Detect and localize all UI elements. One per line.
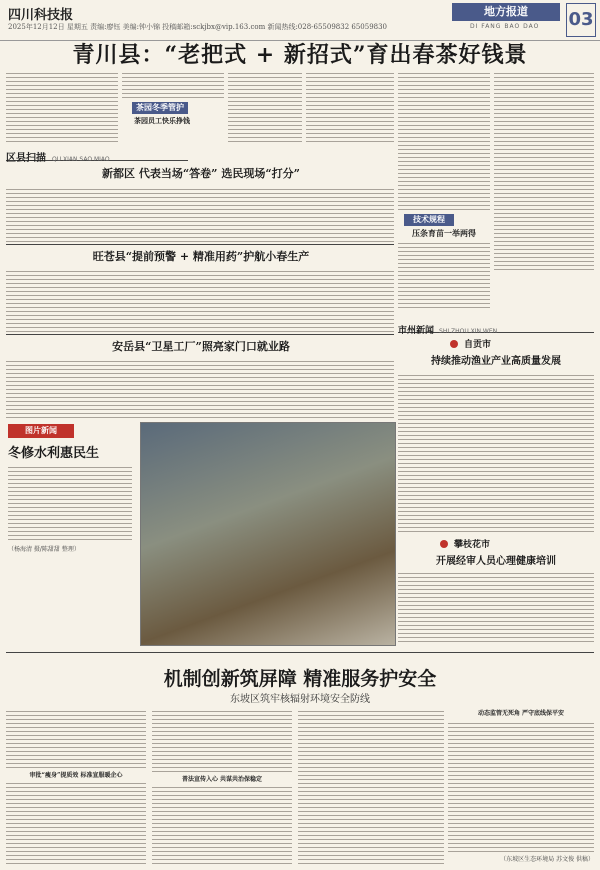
lead-headline: 青川县：“老把式 + 新招式”育出春茶好钱景 [72,42,528,68]
footer-headline: 机制创新筑屏障 精准服务护安全 [163,668,437,690]
tech-box-title: 压条育苗一举两得 [412,228,476,238]
article-1-headline: 新都区 代表当场“答卷” 选民现场“打分” [102,167,300,180]
city-column-pinyin: SHI ZHOU XIN WEN [439,328,498,335]
footer-side-head-1: 审批“瘦身”提质效 标准宣服暖企心 [29,772,123,779]
footer-side-head-2: 普法宣传入心 共谋共治保稳定 [181,776,263,783]
divider [6,334,394,335]
lead-text-col-6 [494,70,594,270]
photo-news-credit: （杨海清 摄/陈甜甜 整理） [8,546,80,553]
photo-news-image [140,422,396,646]
lead-text-col-4 [306,70,394,142]
footer-text-col-2 [152,708,292,772]
tech-box-text [398,240,490,310]
city-headline-2: 开展经审人员心理健康培训 [436,556,556,567]
lead-subhead: 茶园冬季管护 [132,102,188,114]
publication-info: 2025年12月12日 星期五 责编:廖钰 美编:钟小锦 投稿邮箱:sckjbx@vip.163.com 新闻热线:028-65509832 65059830 [8,23,388,31]
footer-text-col-4 [448,720,594,852]
city-text-2 [398,570,594,642]
bullet-icon [450,340,458,348]
city-text-1 [398,372,594,532]
city-name-1: 自贡市 [464,340,492,350]
lead-subhead-caption: 茶园员工快乐挣钱 [134,116,190,125]
tech-box-label: 技术规程 [404,214,454,226]
bullet-icon [440,540,448,548]
footer-text-col-1 [6,708,146,768]
city-column-name: 市州新闻 [398,326,435,336]
city-name-2: 攀枝花市 [454,540,491,550]
lead-text-col-2 [122,70,224,100]
column-name: 区县扫描 [6,153,46,164]
article-3-headline: 安岳县“卫星工厂”照亮家门口就业路 [112,340,290,353]
divider [6,244,394,245]
footer-text-col-3 [298,708,444,864]
footer-credit: （东坡区生态环境局 苏文俊 供稿） [500,856,594,863]
article-1-text [6,186,394,242]
divider [6,652,594,653]
article-2-headline: 旺苍县“提前预警 + 精准用药”护航小春生产 [92,250,310,263]
article-3-text [6,358,394,418]
section-tag: 地方报道 [452,3,560,21]
article-2-text [6,268,394,332]
column-pinyin: QU XIAN SAO MIAO [52,156,110,163]
city-headline-1: 持续推动渔业产业高质量发展 [431,356,561,367]
photo-news-caption-text [8,464,132,542]
lead-text-col-5 [398,70,490,210]
column-bar-county-scan [6,146,188,164]
footer-subheadline: 东坡区筑牢核辐射环境安全防线 [230,694,370,705]
page-number: 03 [566,3,596,37]
paper-name: 四川科技报 [8,8,74,23]
lead-text-col-3 [228,70,302,142]
photo-news-title: 冬修水利惠民生 [8,446,100,461]
footer-text-col-1b [6,780,146,864]
footer-text-col-2b [152,784,292,864]
city-column-bar [398,318,594,336]
photo-news-label: 图片新闻 [8,424,74,438]
footer-side-head-3: 动态监管无死角 严守底线保平安 [477,710,565,717]
section-pinyin: DI FANG BAO DAO [470,23,540,30]
lead-text-col-1 [6,70,118,142]
